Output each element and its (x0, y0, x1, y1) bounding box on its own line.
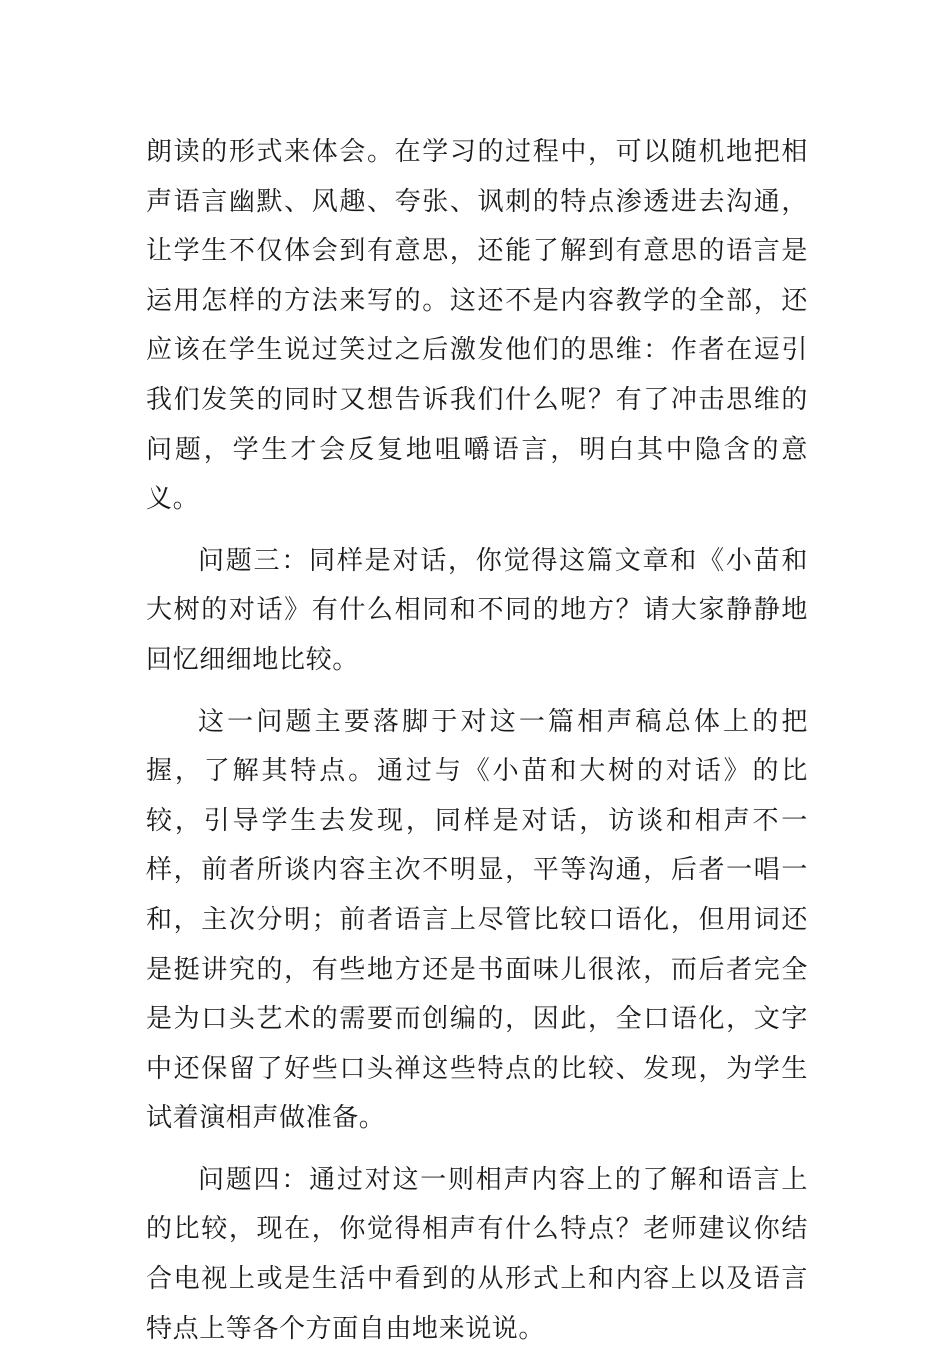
paragraph-4: 问题四：通过对这一则相声内容上的了解和语言上的比较，现在，你觉得相声有什么特点？老师建议你结合电视上或是生活中看到的从形式上和内容上以及语言特点上等各个方面自由地来说说。 (146, 1164, 808, 1344)
document-body (146, 128, 808, 1366)
paragraph-3: 这一问题主要落脚于对这一篇相声稿总体上的把握，了解其特点。通过与《小苗和大树的对话》的比较，引导学生去发现，同样是对话，访谈和相声不一样，前者所谈内容主次不明显，平等沟通，后者一唱一和，主次分明；前者语言上尽管比较口语化，但用词还是挺讲究的，有些地方还是书面味儿很浓，而后者完全是为口头艺术的需要而创编的，因此，全口语化，文字中还保留了好些口头禅这些特点的比较、发现，为学生试着演相声做准备。 (146, 706, 808, 1134)
paragraph-2: 问题三：同样是对话，你觉得这篇文章和《小苗和大树的对话》有什么相同和不同的地方？请大家静静地回忆细细地比较。 (146, 545, 808, 675)
paragraph-1: 朗读的形式来体会。在学习的过程中，可以随机地把相声语言幽默、风趣、夸张、讽刺的特点渗透进去沟通，让学生不仅体会到有意思，还能了解到有意思的语言是运用怎样的方法来写的。这还不是内容教学的全部，还应该在学生说过笑过之后激发他们的思维：作者在逗引我们发笑的同时又想告诉我们什么呢？有了冲击思维的问题，学生才会反复地咀嚼语言，明白其中隐含的意义。 (146, 137, 808, 515)
